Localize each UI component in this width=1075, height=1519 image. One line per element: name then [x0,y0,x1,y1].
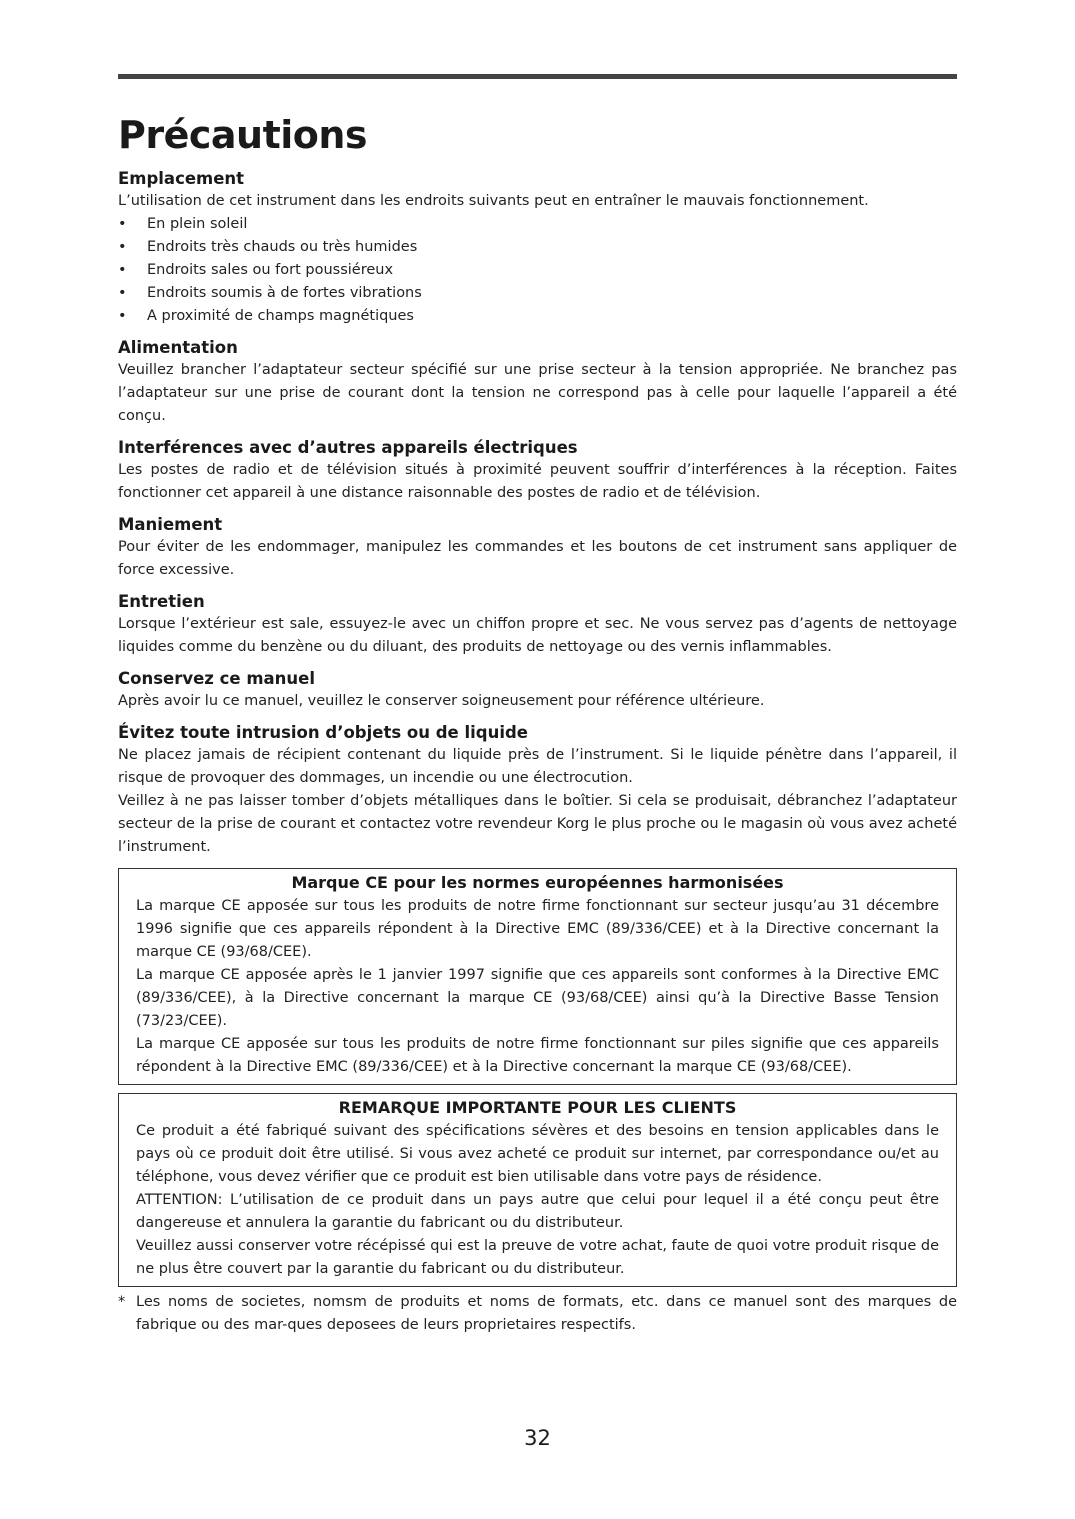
list-item: • A proximité de champs magnétiques [118,305,957,328]
ce-mark-text: La marque CE apposée sur tous les produits de notre firme fonctionnant sur secteur jusqu’au 31 décembre 1996 signifie que ces appareils répondent à la Directive EMC (89/336/CEE) et à la Directive concernant la marque CE (93/68/CEE). [136,898,939,960]
customer-notice-text: ATTENTION: L’utilisation de ce produit dans un pays autre que celui pour lequel il a été conçu peut être dangereuse et annulera la garantie du fabricant ou du distributeur. [136,1192,939,1231]
section-text: Lorsque l’extérieur est sale, essuyez-le avec un chiffon propre et sec. Ne vous servez pas d’agents de nettoyage liquides comme du benzène ou du diluant, des produits de nettoyage ou des vernis inflammables. [118,616,957,655]
list-item: • Endroits soumis à de fortes vibrations [118,282,957,305]
list-item: • Endroits très chauds ou très humides [118,236,957,259]
section-text: Ne placez jamais de récipient contenant du liquide près de l’instrument. Si le liquide pénètre dans l’appareil, il risque de provoquer des dommages, un incendie ou une électrocution. [118,747,957,786]
customer-notice-heading: REMARQUE IMPORTANTE POUR LES CLIENTS [338,1098,737,1117]
section-alimentation [118,336,957,428]
page-content [118,74,957,1337]
section-text: L’utilisation de cet instrument dans les endroits suivants peut en entraîner le mauvais fonctionnement. [118,193,869,209]
section-maniement [118,513,957,582]
page-number: 32 [524,1426,551,1450]
ce-mark-text: La marque CE apposée sur tous les produits de notre firme fonctionnant sur piles signifie que ces appareils répondent à la Directive EMC (89/336/CEE) et à la Directive concernant la marque CE (93/68/CEE). [136,1036,939,1075]
section-heading: Maniement [118,515,223,534]
section-intrusion [118,721,957,859]
asterisk-marker: * [118,1294,126,1310]
section-interferences [118,436,957,505]
footnote-text: Les noms de societes, nomsm de produits et noms de formats, etc. dans ce manuel sont des marques de fabrique ou des mar-ques deposees de leurs proprietaires respectifs. [136,1294,957,1333]
bullet-icon: • [118,239,127,255]
top-rule [118,74,957,79]
section-heading: Emplacement [118,169,245,188]
trademark-footnote [118,1291,957,1337]
list-item: • Endroits sales ou fort poussiéreux [118,259,957,282]
bullet-icon: • [118,262,127,278]
section-text: Veuillez brancher l’adaptateur secteur spécifié sur une prise secteur à la tension appropriée. Ne branchez pas l’adaptateur sur une prise de courant dont la tension ne correspond pas à celle pour laquelle l’appareil a été conçu. [118,362,957,424]
customer-notice-text: Veuillez aussi conserver votre récépissé qui est la preuve de votre achat, faute de quoi votre produit risque de ne plus être couvert par la garantie du fabricant ou du distributeur. [136,1238,939,1277]
bullet-icon: • [118,285,127,301]
section-entretien [118,590,957,659]
section-heading: Évitez toute intrusion d’objets ou de liquide [118,723,529,742]
customer-notice-box [118,1093,957,1287]
section-text: Veillez à ne pas laisser tomber d’objets métalliques dans le boîtier. Si cela se produisait, débranchez l’adaptateur secteur de la prise de courant et contactez votre revendeur Korg le plus proche ou le magasin où vous avez acheté l’instrument. [118,793,957,855]
section-heading: Conservez ce manuel [118,669,316,688]
section-text: Pour éviter de les endommager, manipulez les commandes et les boutons de cet instrument sans appliquer de force excessive. [118,539,957,578]
page-title: Précautions [118,113,368,157]
customer-notice-text: Ce produit a été fabriqué suivant des spécifications sévères et des besoins en tension applicables dans le pays où ce produit doit être utilisé. Si vous avez acheté ce produit sur internet, par correspondance ou/et au téléphone, vous devez vérifier que ce produit est bien utilisable dans votre pays de résidence. [136,1123,939,1185]
section-text: Les postes de radio et de télévision situés à proximité peuvent souffrir d’interférences à la réception. Faites fonctionner cet appareil à une distance raisonnable des postes de radio et de télévision. [118,462,957,501]
bullet-icon: • [118,216,127,232]
section-conservez [118,667,957,713]
ce-mark-heading: Marque CE pour les normes européennes harmonisées [291,873,784,892]
ce-mark-box [118,868,957,1085]
location-list [118,213,957,328]
section-emplacement [118,167,957,328]
section-heading: Alimentation [118,338,238,357]
section-heading: Interférences avec d’autres appareils électriques [118,438,578,457]
section-heading: Entretien [118,592,205,611]
bullet-icon: • [118,308,127,324]
section-text: Après avoir lu ce manuel, veuillez le conserver soigneusement pour référence ultérieure. [118,693,765,709]
ce-mark-text: La marque CE apposée après le 1 janvier 1997 signifie que ces appareils sont conformes à la Directive EMC (89/336/CEE), à la Directive concernant la marque CE (93/68/CEE) ainsi qu’à la Directive Basse Tension (73/23/CEE). [136,967,939,1029]
list-item: • En plein soleil [118,213,957,236]
